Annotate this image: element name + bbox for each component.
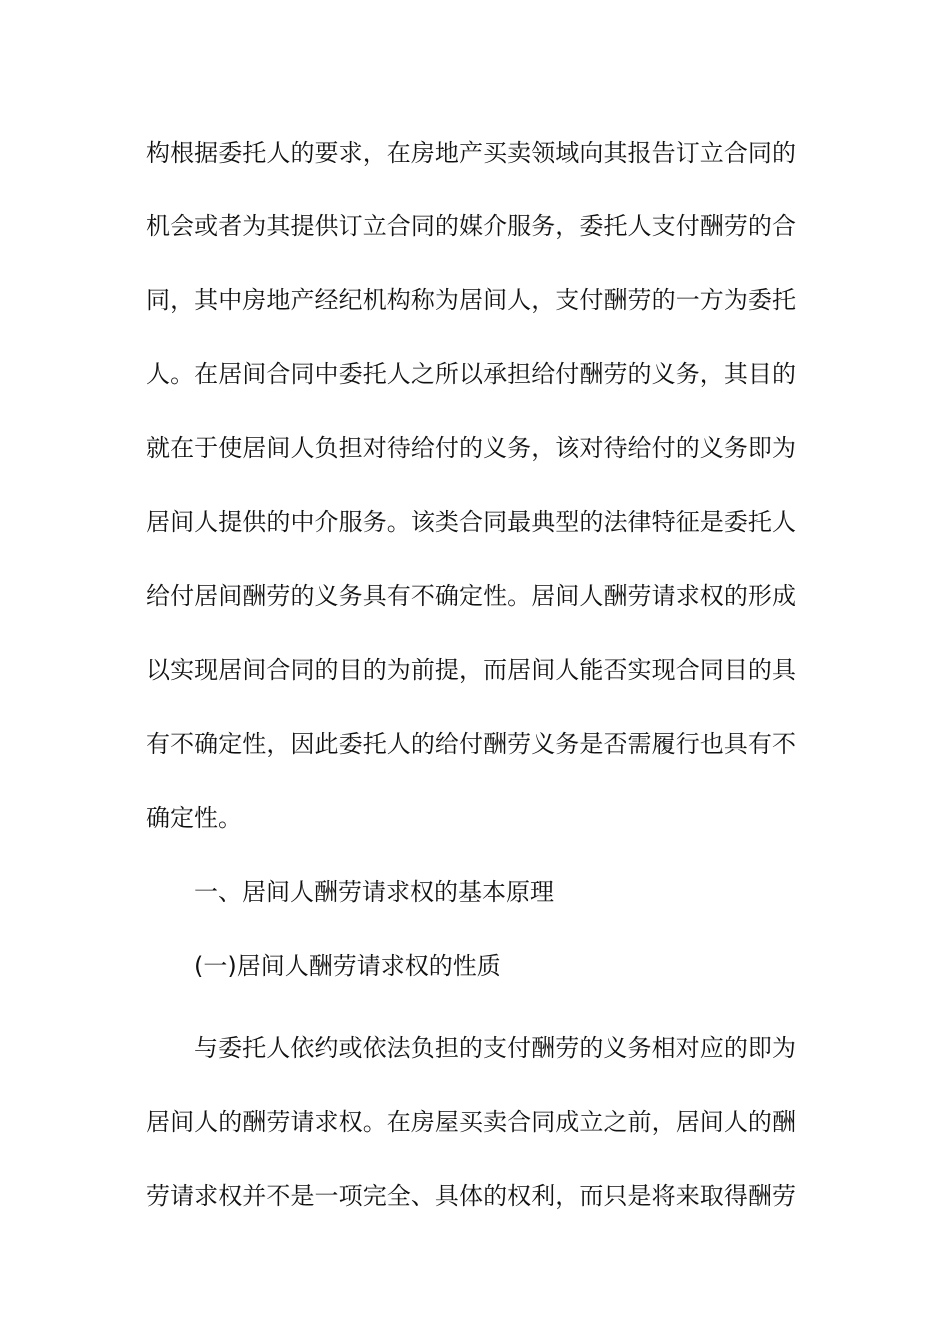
paragraph-line: 机会或者为其提供订立合同的媒介服务，委托人支付酬劳的合 [146,212,796,240]
paragraph-line: 确定性。 [146,804,242,832]
paragraph-line: 劳请求权并不是一项完全、具体的权利，而只是将来取得酬劳 [146,1182,796,1210]
paragraph-line: 有不确定性，因此委托人的给付酬劳义务是否需履行也具有不 [146,730,796,758]
paragraph-line: 同，其中房地产经纪机构称为居间人，支付酬劳的一方为委托 [146,286,796,314]
paragraph-line: 与委托人依约或依法负担的支付酬劳的义务相对应的即为 [194,1034,796,1062]
paragraph-line: 人。在居间合同中委托人之所以承担给付酬劳的义务，其目的 [146,360,796,388]
paragraph-line: 居间人提供的中介服务。该类合同最典型的法律特征是委托人 [146,508,796,536]
subsection-heading: (一)居间人酬劳请求权的性质 [194,952,501,980]
paragraph-line: 就在于使居间人负担对待给付的义务，该对待给付的义务即为 [146,434,796,462]
paragraph-line: 居间人的酬劳请求权。在房屋买卖合同成立之前，居间人的酬 [146,1108,796,1136]
section-heading: 一、居间人酬劳请求权的基本原理 [194,878,554,906]
paragraph-line: 给付居间酬劳的义务具有不确定性。居间人酬劳请求权的形成 [146,582,796,610]
paragraph-line: 构根据委托人的要求，在房地产买卖领域向其报告订立合同的 [146,139,796,167]
paragraph-line: 以实现居间合同的目的为前提，而居间人能否实现合同目的具 [146,656,796,684]
